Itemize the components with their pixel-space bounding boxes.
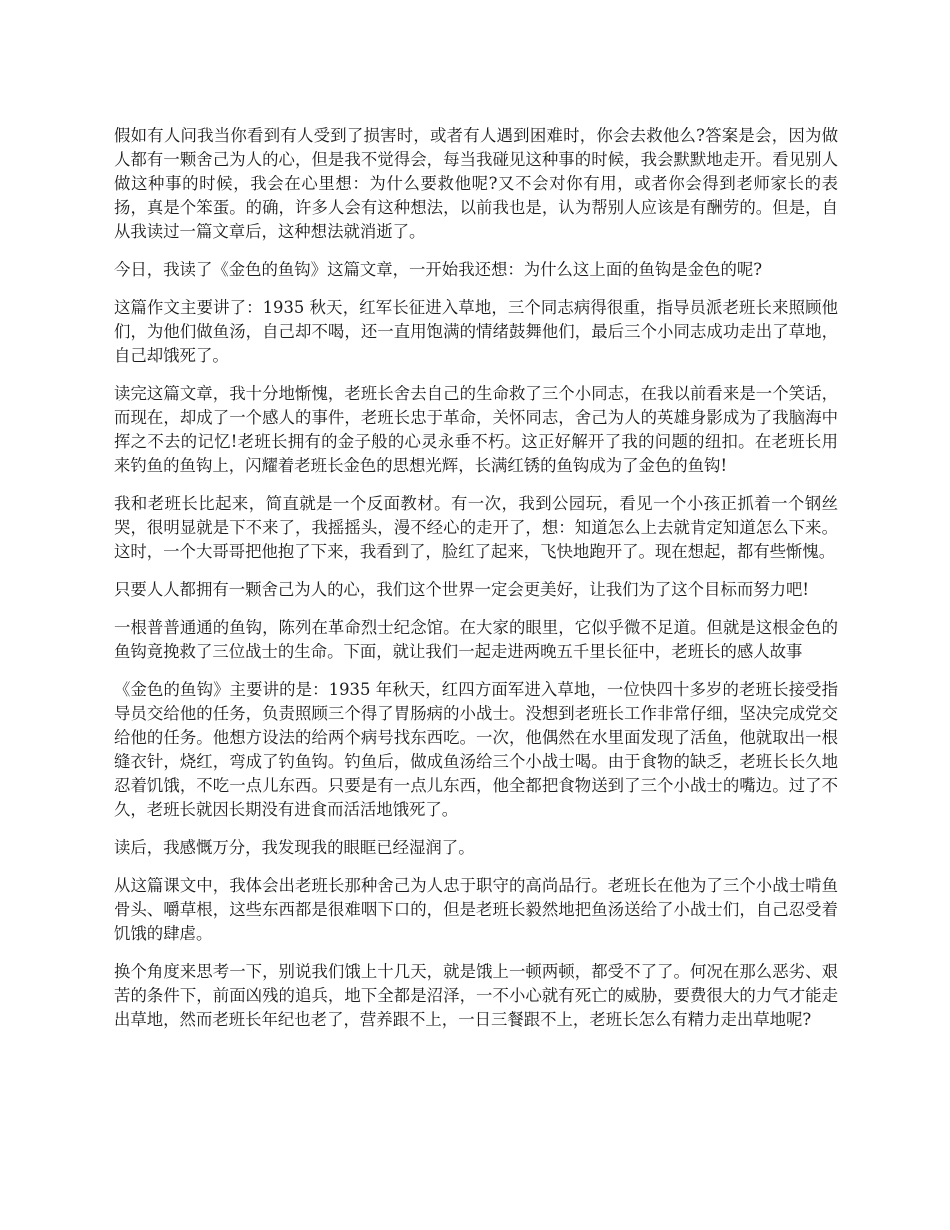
- paragraph: 读完这篇文章，我十分地惭愧，老班长舍去自己的生命救了三个小同志，在我以前看来是一个笑话，而现在，却成了一个感人的事件，老班长忠于革命，关怀同志，舍己为人的英雄身影成为了我脑海中挥之不去的记忆!老班长拥有的金子般的心灵永垂不朽。这正好解开了我的问题的纽扣。在老班长用来钓鱼的鱼钩上，闪耀着老班长金色的思想光辉，长满红锈的鱼钩成为了金色的鱼钩!: [114, 384, 838, 475]
- paragraph: 一根普普通通的鱼钩，陈列在革命烈士纪念馆。在大家的眼里，它似乎微不足道。但就是这根金色的鱼钩竟挽救了三位战士的生命。下面，就让我们一起走进两晚五千里长征中，老班长的感人故事: [114, 618, 838, 661]
- paragraph: 假如有人问我当你看到有人受到了损害时，或者有人遇到困难时，你会去救他么?答案是会，因为做人都有一颗舍己为人的心，但是我不觉得会，每当我碰见这种事的时候，我会默默地走开。看见别人做这种事的时候，我会在心里想：为什么要救他呢?又不会对你有用，或者你会得到老师家长的表扬，真是个笨蛋。的确，许多人会有这种想法，以前我也是，认为帮别人应该是有酬劳的。但是，自从我读过一篇文章后，这种想法就消逝了。: [114, 126, 838, 241]
- paragraph: 我和老班长比起来，简直就是一个反面教材。有一次，我到公园玩，看见一个小孩正抓着一个钢丝哭，很明显就是下不来了，我摇摇头，漫不经心的走开了，想：知道怎么上去就肯定知道怎么下来。这时，一个大哥哥把他抱了下来，我看到了，脸红了起来，飞快地跑开了。现在想起，都有些惭愧。: [114, 494, 838, 561]
- paragraph: 换个角度来思考一下，别说我们饿上十几天，就是饿上一顿两顿，都受不了了。何况在那么恶劣、艰苦的条件下，前面凶残的追兵，地下全都是沼泽，一不小心就有死亡的威胁，要费很大的力气才能走出草地，然而老班长年纪也老了，营养跟不上，一日三餐跟不上，老班长怎么有精力走出草地呢?: [114, 962, 838, 1029]
- paragraph: 这篇作文主要讲了：1935 秋天，红军长征进入草地，三个同志病得很重，指导员派老班长来照顾他们，为他们做鱼汤，自己却不喝，还一直用饱满的情绪鼓舞他们，最后三个小同志成功走出了草地，自己却饿死了。: [114, 298, 838, 365]
- paragraph: 只要人人都拥有一颗舍己为人的心，我们这个世界一定会更美好，让我们为了这个目标而努力吧!: [114, 580, 809, 599]
- paragraph: 从这篇课文中，我体会出老班长那种舍己为人忠于职守的高尚品行。老班长在他为了三个小战士啃鱼骨头、嚼草根，这些东西都是很难咽下口的，但是老班长毅然地把鱼汤送给了小战士们，自己忍受着饥饿的肆虐。: [114, 876, 838, 943]
- document-body: [114, 124, 838, 1046]
- paragraph: 《金色的鱼钩》主要讲的是：1935 年秋天，红四方面军进入草地，一位快四十多岁的老班长接受指导员交给他的任务，负责照顾三个得了胃肠病的小战士。没想到老班长工作非常仔细，坚决完成党交给他的任务。他想方设法的给两个病号找东西吃。一次，他偶然在水里面发现了活鱼，他就取出一根缝衣针，烧红，弯成了钓鱼钩。钓鱼后，做成鱼汤给三个小战士喝。由于食物的缺乏，老班长长久地忍着饥饿，不吃一点儿东西。只要是有一点儿东西，他全都把食物送到了三个小战士的嘴边。过了不久，老班长就因长期没有进食而活活地饿死了。: [114, 680, 838, 819]
- paragraph: 今日，我读了《金色的鱼钩》这篇文章，一开始我还想：为什么这上面的鱼钩是金色的呢?: [114, 260, 763, 279]
- paragraph: 读后，我感慨万分，我发现我的眼眶已经湿润了。: [114, 838, 475, 857]
